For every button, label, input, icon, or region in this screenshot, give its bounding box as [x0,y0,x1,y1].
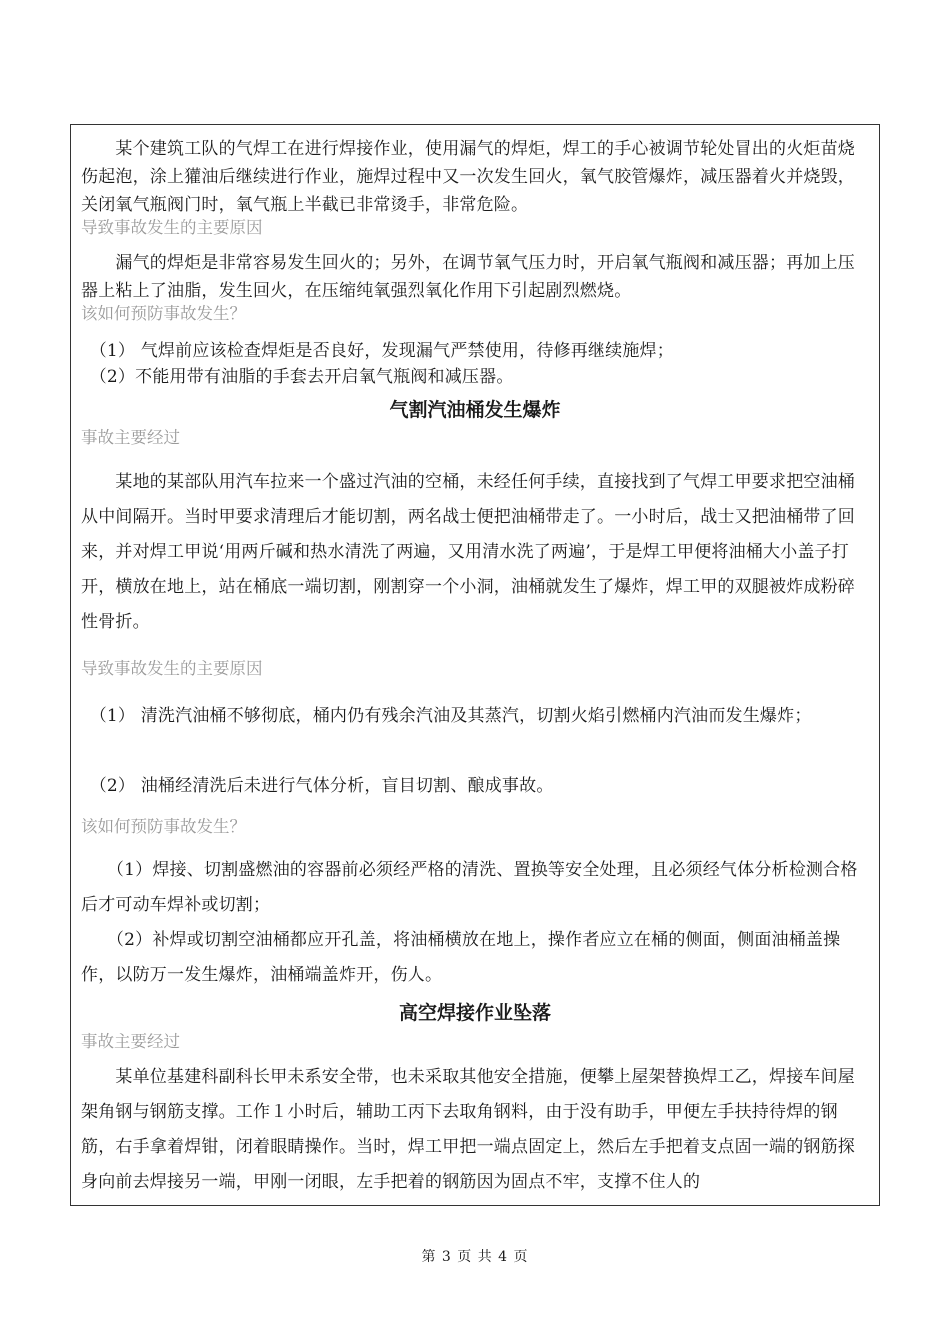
s1-cause-label: 导致事故发生的主要原因 [81,218,263,237]
s2-cause-item-1: （1） 清洗汽油桶不够彻底，桶内仍有残余汽油及其蒸汽，切割火焰引燃桶内汽油而发生爆炸； [81,706,812,726]
s1-story-paragraph: 某个建筑工队的气焊工在进行焊接作业，使用漏气的焊炬，焊工的手心被调节轮处冒出的火炬苗烧伤起泡，涂上獾油后继续进行作业，施焊过程中又一次发生回火，氧气胶管爆炸，减压器着火并烧毁，关闭氧气瓶阀门时，氧气瓶上半截已非常烫手，非常危险。 [81,139,855,215]
s2-prevent-item-1: （1）焊接、切割盛燃油的容器前必须经严格的清洗、置换等安全处理，且必须经气体分析检测合格后才可动车焊补或切割； [81,860,858,915]
s3-story-paragraph: 某单位基建科副科长甲未系安全带，也未采取其他安全措施，便攀上屋架替换焊工乙，焊接车间屋架角钢与钢筋支撑。工作１小时后，辅助工丙下去取角钢料，由于没有助手，甲便左手扶持待焊的钢筋，右手拿着焊钳，闭着眼睛操作。当时，焊工甲把一端点固定上，然后左手把着支点固一端的钢筋探身向前去焊接另一端，甲刚一闭眼，左手把着的钢筋因为固点不牢，支撑不住人的 [81,1067,855,1192]
s2-prevent-item-2: （2）补焊或切割空油桶都应开孔盖，将油桶横放在地上，操作者应立在桶的侧面，侧面油桶盖操作，以防万一发生爆炸，油桶端盖炸开，伤人。 [81,930,841,985]
page-footer: 第 3 页 共 4 页 [421,1249,529,1265]
s3-process-label: 事故主要经过 [81,1032,180,1051]
document-frame [70,124,880,1206]
s2-story-paragraph: 某地的某部队用汽车拉来一个盛过汽油的空桶，未经任何手续，直接找到了气焊工甲要求把空油桶从中间隔开。当时甲要求清理后才能切割，两名战士便把油桶带走了。一小时后，战士又把油桶带了回来，并对焊工甲说‘用两斤碱和热水清洗了两遍，又用清水洗了两遍’，于是焊工甲便将油桶大小盖子打开，横放在地上，站在桶底一端切割，刚割穿一个小洞，油桶就发生了爆炸，焊工甲的双腿被炸成粉碎性骨折。 [81,472,855,632]
s2-cause-label: 导致事故发生的主要原因 [81,659,263,678]
s1-cause-paragraph: 漏气的焊炬是非常容易发生回火的；另外，在调节氧气压力时，开启氧气瓶阀和减压器；再加上压器上粘上了油脂，发生回火，在压缩纯氧强烈氧化作用下引起剧烈燃烧。 [81,253,855,301]
s3-title: 高空焊接作业坠落 [398,1002,551,1024]
s2-prevent-label: 该如何预防事故发生？ [81,817,246,836]
s1-prevent-item-1: （1） 气焊前应该检查焊炬是否良好，发现漏气严禁使用，待修再继续施焊； [81,341,674,361]
s2-cause-item-2: （2） 油桶经清洗后未进行气体分析，盲目切割、酿成事故。 [81,776,554,796]
s1-prevent-item-2: （2）不能用带有油脂的手套去开启氧气瓶阀和减压器。 [81,367,514,387]
s2-process-label: 事故主要经过 [81,428,180,447]
s1-prevent-label: 该如何预防事故发生？ [81,304,246,323]
s2-title: 气割汽油桶发生爆炸 [389,399,561,421]
